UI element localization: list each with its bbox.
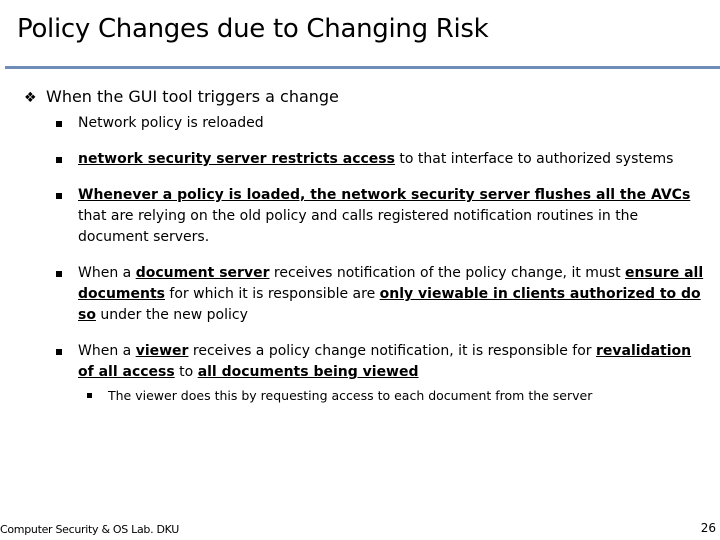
sub-list-item (86, 387, 705, 405)
list-item (55, 149, 705, 170)
text-segment: that are relying on the old policy and calls registered notification routines in the document servers. (78, 208, 639, 245)
square-bullet-icon (56, 193, 62, 199)
slide-title: Policy Changes due to Changing Risk (17, 14, 489, 44)
level1-bullet (24, 87, 704, 106)
text-segment: under the new policy (95, 307, 248, 323)
text-segment: document server (135, 265, 270, 281)
text-segment: all documents being viewed (197, 364, 419, 380)
text-segment: Network policy is reloaded (78, 115, 264, 131)
footer-credit: Computer Security & OS Lab. DKU (0, 523, 180, 536)
sub-item-text: The viewer does this by requesting access to each document from the server (108, 388, 593, 403)
bullet-list (55, 113, 705, 420)
text-segment: receives notification of the policy change, it must (269, 265, 626, 281)
square-bullet-icon (56, 121, 62, 127)
square-bullet-icon (87, 393, 92, 398)
list-item (55, 341, 705, 405)
text-segment: network security server restricts access (78, 151, 395, 167)
text-segment: Whenever a policy is loaded, the network security server flushes all the AVCs (78, 187, 691, 203)
list-item (55, 113, 705, 134)
square-bullet-icon (56, 157, 62, 163)
square-bullet-icon (56, 349, 62, 355)
list-item (55, 185, 705, 248)
text-segment: When a (78, 343, 136, 359)
text-segment: viewer (135, 343, 189, 359)
list-item (55, 263, 705, 326)
text-segment: to (174, 364, 198, 380)
item-text (78, 265, 703, 323)
text-segment: When a (78, 265, 136, 281)
item-text (78, 187, 690, 245)
text-segment: only viewable in clients authorized to do so (78, 286, 701, 323)
title-divider (5, 66, 720, 69)
text-segment: to that interface to authorized systems (394, 151, 674, 167)
item-text (78, 115, 264, 131)
page-number: 26 (700, 521, 716, 535)
level1-heading: When the GUI tool triggers a change (46, 87, 339, 106)
text-segment: ensure all documents (78, 265, 704, 302)
text-segment: for which it is responsible are (164, 286, 380, 302)
text-segment: revalidation of all access (78, 343, 692, 380)
square-bullet-icon (56, 271, 62, 277)
checkmark-bullet-icon: ❖ (24, 90, 37, 106)
item-text (78, 151, 673, 167)
text-segment: receives a policy change notification, it is responsible for (188, 343, 596, 359)
item-text (78, 343, 691, 380)
